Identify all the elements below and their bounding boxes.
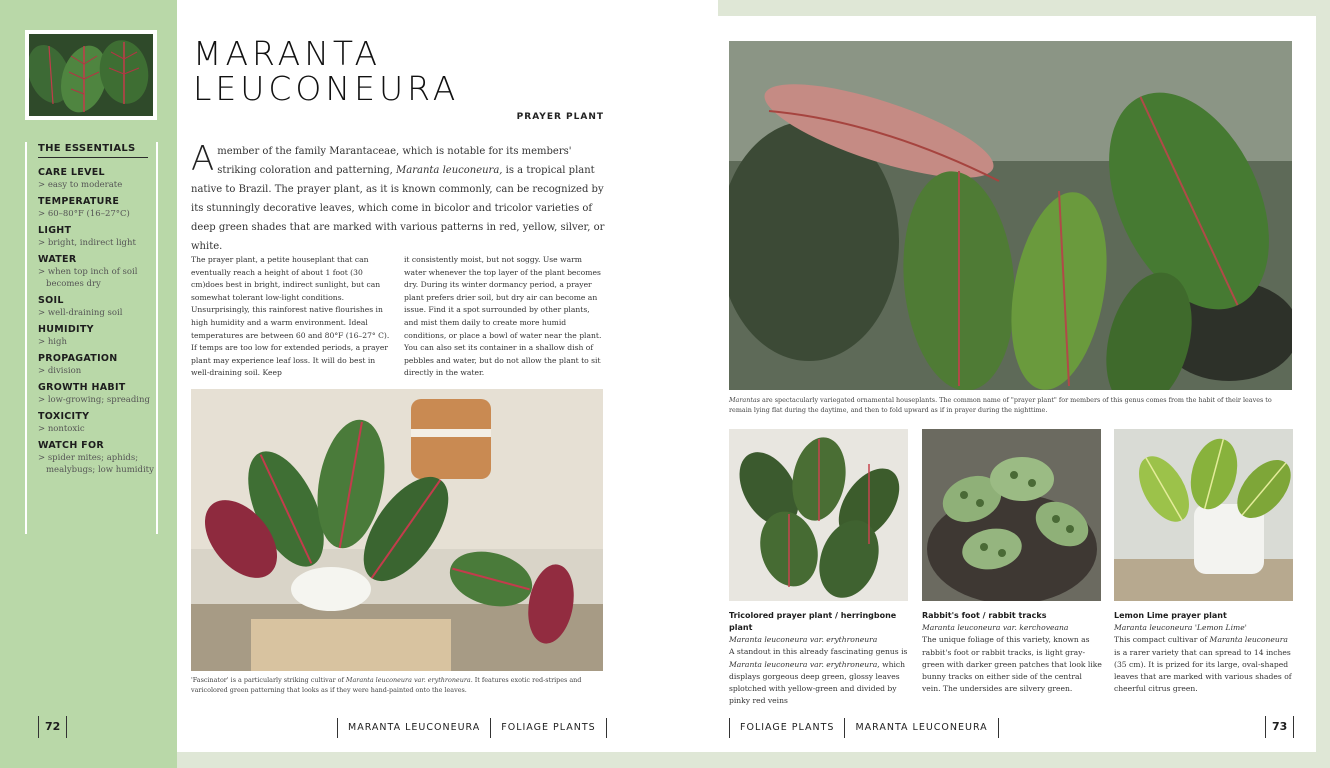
caption-text: It features exotic red-stripes and varicolored green patterning that looks as if they were hand-painted onto the leaves. bbox=[191, 676, 582, 694]
page-edge-bottom bbox=[177, 752, 1330, 768]
title-line-1: MARANTA bbox=[193, 34, 382, 73]
page-number-left: 72 bbox=[38, 716, 67, 738]
tricolored-plant-photo bbox=[729, 429, 908, 601]
essential-value: > nontoxic bbox=[38, 424, 85, 434]
variety-botanical-name: Maranta leuconeura 'Lemon Lime' bbox=[1114, 623, 1247, 632]
variety-card bbox=[729, 610, 909, 708]
essential-propagation bbox=[38, 352, 156, 377]
essential-value: > well-draining soil bbox=[38, 308, 123, 318]
essential-value: > division bbox=[38, 366, 82, 376]
variety-text: The unique foliage of this variety, known as rabbit's foot or rabbit tracks, is light gray-green with darker green patches that look like bunny tracks on either side of the central vein. The undersides are silvery green. bbox=[922, 635, 1102, 694]
footer-title: MARANTA LEUCONEURA bbox=[337, 718, 490, 738]
essential-care-level bbox=[38, 166, 156, 191]
page-number-right: 73 bbox=[1265, 716, 1294, 738]
caption-italic: Marantas bbox=[729, 396, 760, 404]
essential-label: PROPAGATION bbox=[38, 353, 118, 364]
essential-water bbox=[38, 253, 156, 290]
variety-text: which displays gorgeous deep green, glossy leaves splotched with yellow-green and divided by pinky red veins bbox=[729, 659, 906, 706]
essential-value: > easy to moderate bbox=[38, 180, 123, 190]
page-edge-right bbox=[1316, 0, 1330, 768]
page-title bbox=[193, 36, 459, 106]
body-columns bbox=[191, 254, 603, 380]
fascinator-photo bbox=[191, 389, 603, 671]
hero-photo bbox=[729, 41, 1292, 390]
essential-value: > spider mites; aphids; mealybugs; low humidity bbox=[38, 453, 154, 475]
body-column-1: The prayer plant, a petite houseplant that can eventually reach a height of about 1 foot (30 cm)does best in bright, indirect sunlight, but can somewhat tolerant low-light conditions. Unsurprisingly, this rainforest native flourishes in high humidity and a warm environment. Ideal temperatures are between 60 and 80°F (16–27° C). If temps are too low for extended periods, a prayer plant may experience leaf loss. It will do best in well-draining soil. Keep bbox=[191, 255, 390, 378]
variety-botanical-name: Maranta leuconeura var. kerchoveana bbox=[922, 623, 1069, 632]
lead-text: is a tropical plant native to Brazil. The prayer plant, as it is known commonly, can be recognized by its stunningly decorative leaves, which come in bicolor and tricolor varieties of deep green shades that are marked with various patterns in red, yellow, silver, or white. bbox=[191, 165, 605, 252]
variety-card bbox=[922, 610, 1102, 696]
photo-caption bbox=[191, 676, 603, 695]
variety-text: A standout in this already fascinating genus is bbox=[729, 647, 908, 657]
essential-soil bbox=[38, 294, 156, 319]
essential-label: LIGHT bbox=[38, 225, 72, 236]
essential-toxicity bbox=[38, 410, 156, 435]
essential-humidity bbox=[38, 323, 156, 348]
variety-botanical-name: Maranta leuconeura var. erythroneura bbox=[729, 635, 878, 644]
variety-description bbox=[1114, 634, 1294, 695]
essential-growth-habit bbox=[38, 381, 156, 406]
variety-text: is a rarer variety that can spread to 14 inches (35 cm). It is prized for its large, oval-shaped leaves that are marked with various shades of cheerful citrus green. bbox=[1114, 647, 1292, 694]
essential-light bbox=[38, 224, 156, 249]
variety-text: This compact cultivar of bbox=[1114, 635, 1210, 645]
essentials-title: THE ESSENTIALS bbox=[38, 142, 148, 158]
caption-text: are spectacularly variegated ornamental houseplants. The common name of "prayer plant" for members of this genus comes from the habit of their leaves to remain lying flat during the daytime, and then to fold upward as if in prayer during the nighttime. bbox=[729, 396, 1272, 414]
variety-description bbox=[922, 634, 1102, 695]
essential-value: > bright, indirect light bbox=[38, 238, 136, 248]
variety-description bbox=[729, 646, 909, 707]
essential-temperature bbox=[38, 195, 156, 220]
essential-label: SOIL bbox=[38, 295, 64, 306]
variety-italic: Maranta leuconeura bbox=[1209, 635, 1288, 645]
right-page bbox=[718, 16, 1316, 752]
lemon-lime-photo bbox=[1114, 429, 1293, 601]
rabbit-tracks-photo bbox=[922, 429, 1101, 601]
essential-watch-for bbox=[38, 439, 156, 476]
essentials-box bbox=[25, 142, 158, 534]
caption-italic: Maranta leuconeura var. erythroneura. bbox=[345, 676, 473, 684]
essential-value: > when top inch of soil becomes dry bbox=[38, 267, 138, 289]
footer-title: MARANTA LEUCONEURA bbox=[844, 718, 998, 738]
common-name: PRAYER PLANT bbox=[516, 112, 604, 122]
essential-label: WATER bbox=[38, 254, 77, 265]
drop-cap: A bbox=[191, 139, 215, 179]
essential-label: CARE LEVEL bbox=[38, 167, 105, 178]
caption-text: 'Fascinator' is a particularly striking cultivar of bbox=[191, 676, 346, 684]
essential-label: HUMIDITY bbox=[38, 324, 94, 335]
lead-text: member of the family Marantaceae, which is notable for its members' striking coloration and patterning, bbox=[217, 146, 572, 176]
footer-section: FOLIAGE PLANTS bbox=[729, 718, 844, 738]
hero-caption bbox=[729, 395, 1292, 415]
essential-value: > high bbox=[38, 337, 67, 347]
thumbnail-photo bbox=[25, 30, 157, 120]
running-footer-right bbox=[729, 718, 999, 738]
variety-title: Rabbit's foot / rabbit tracks bbox=[922, 611, 1047, 620]
essential-label: GROWTH HABIT bbox=[38, 382, 126, 393]
body-column-2: it consistently moist, but not soggy. Use warm water whenever the top layer of the plant becomes dry. During its winter dormancy period, a prayer plant prefers drier soil, but dry air can become an issue. Find it a spot surrounded by other plants, and mist them daily to create more humid conditions, or place a bowl of water near the plant. You can also set its container in a shallow dish of pebbles and water, but do not allow the plant to sit directly in the water. bbox=[404, 255, 602, 378]
essential-value: > low-growing; spreading bbox=[38, 395, 150, 405]
lead-paragraph bbox=[191, 139, 605, 256]
essential-value: > 60–80°F (16–27°C) bbox=[38, 209, 130, 219]
running-footer-left bbox=[337, 718, 607, 738]
essential-label: TOXICITY bbox=[38, 411, 90, 422]
variety-title: Lemon Lime prayer plant bbox=[1114, 611, 1227, 620]
essentials-sidebar bbox=[0, 0, 177, 768]
essential-label: TEMPERATURE bbox=[38, 196, 120, 207]
variety-card bbox=[1114, 610, 1294, 696]
variety-italic: Maranta leuconeura var. erythroneura, bbox=[729, 659, 880, 669]
footer-section: FOLIAGE PLANTS bbox=[490, 718, 606, 738]
variety-title: Tricolored prayer plant / herringbone plant bbox=[729, 611, 897, 632]
left-page bbox=[177, 0, 718, 752]
essential-label: WATCH FOR bbox=[38, 440, 104, 451]
lead-italic: Maranta leuconeura, bbox=[396, 165, 503, 176]
title-line-2: LEUCONEURA bbox=[193, 69, 460, 108]
